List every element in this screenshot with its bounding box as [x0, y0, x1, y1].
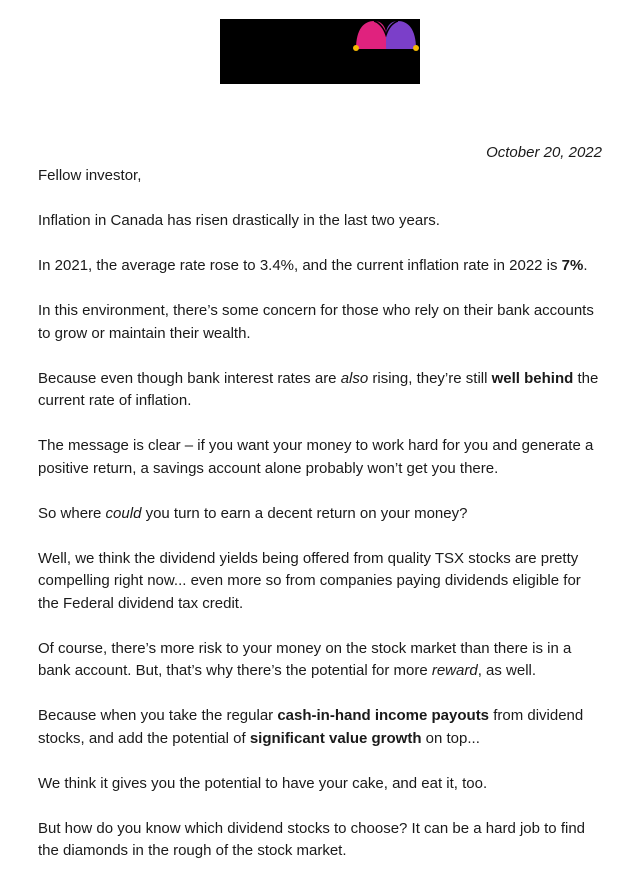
jester-hat-icon: [352, 19, 420, 53]
paragraph-bank-rates: Because even though bank interest rates are also rising, they’re still well behind the current rate of inflation.: [38, 369, 599, 409]
paragraph-message: The message is clear – if you want your money to work hard for you and generate a positive return, a savings account alone probably won’t get you there.: [38, 437, 594, 477]
inflation-rate-value: 7%: [561, 257, 584, 274]
paragraph-payouts: Because when you take the regular cash-in-hand income payouts from dividend stocks, and add the potential of significant value growth on top...: [38, 707, 584, 747]
paragraph-dividends: Well, we think the dividend yields being offered from quality TSX stocks are pretty compelling right now... even more so from companies paying dividends eligible for the Federal dividend tax credit.: [38, 549, 581, 612]
paragraph-inflation: Inflation in Canada has risen drastically in the last two years.: [38, 212, 440, 229]
greeting: Fellow investor,: [38, 167, 142, 184]
paragraph-choose: But how do you know which dividend stocks to choose? It can be a hard job to find the diamonds in the rough of the stock market.: [38, 819, 586, 859]
paragraph-question: So where could you turn to earn a decent return on your money?: [38, 504, 468, 522]
paragraph-risk: Of course, there’s more risk to your money on the stock market than there is in a bank account. But, that’s why there’s the potential for more reward, as well.: [38, 639, 572, 679]
paragraph-concern: In this environment, there’s some concern for those who rely on their bank accounts to grow or maintain their wealth.: [38, 302, 594, 342]
letter-date: October 20, 2022: [486, 144, 602, 161]
paragraph-cake: We think it gives you the potential to have your cake, and eat it, too.: [38, 774, 488, 792]
company-logo: [220, 19, 420, 84]
paragraph-rate: In 2021, the average rate rose to 3.4%, and the current inflation rate in 2022 is 7%.: [38, 257, 588, 274]
letter-body: [38, 165, 604, 885]
